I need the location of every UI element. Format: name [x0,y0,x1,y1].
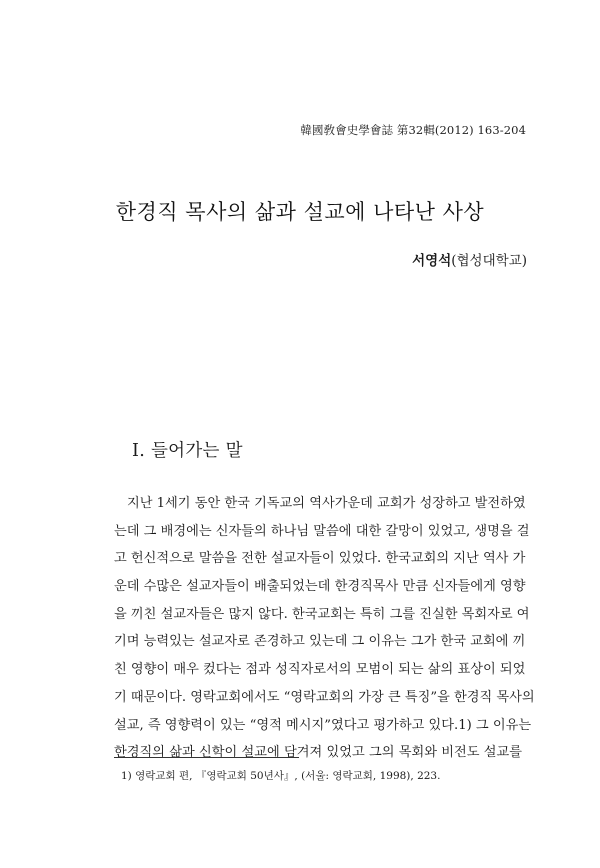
paragraph-line: 운데 수많은 설교자들이 배출되었는데 한경직목사 만큼 신자들에게 영향 [114,579,526,595]
paragraph-line: 는데 그 배경에는 신자들의 하나님 말씀에 대한 갈망이 있었고, 생명을 걸 [114,523,530,539]
author-name: 서영석 [412,253,452,269]
paragraph-line: 설교, 즉 영향력이 있는 “영적 메시지”였다고 평가하고 있다.1) 그 이유는 [114,717,532,733]
paragraph-line: 고 헌신적으로 말씀을 전한 설교자들이 있었다. 한국교회의 지난 역사 가 [114,551,526,567]
author-line [412,249,527,269]
paragraph-line: 을 끼친 설교자들은 많지 않다. 한국교회는 특히 그를 진실한 목회자로 여 [114,606,530,622]
footnote-divider [114,757,299,758]
body-paragraph [114,490,535,767]
section-heading: Ⅰ. 들어가는 말 [132,441,243,461]
paragraph-line: 기며 능력있는 설교자로 존경하고 있는데 그 이유는 그가 한국 교회에 끼 [114,634,526,650]
footnote: 1) 영락교회 편, 『영락교회 50년사』, (서울: 영락교회, 1998), 223. [121,770,441,782]
article-title: 한경직 목사의 삶과 설교에 나타난 사상 [115,200,485,224]
paragraph-line: 기 때문이다. 영락교회에서도 “영락교회의 가장 큰 특징”을 한경직 목사의 [114,689,535,705]
paragraph-line: 한경직의 삶과 신학이 설교에 담겨져 있었고 그의 목회와 비전도 설교를 [114,745,522,761]
running-head: 韓國敎會史學會誌 第32輯(2012) 163-204 [300,123,526,137]
paragraph-line: 지난 1세기 동안 한국 기독교의 역사가운데 교회가 성장하고 발전하였 [127,496,526,511]
paragraph-line: 친 영향이 매우 컸다는 점과 성직자로서의 모범이 되는 삶의 표상이 되었 [114,662,526,678]
author-affiliation: (협성대학교) [451,253,527,269]
